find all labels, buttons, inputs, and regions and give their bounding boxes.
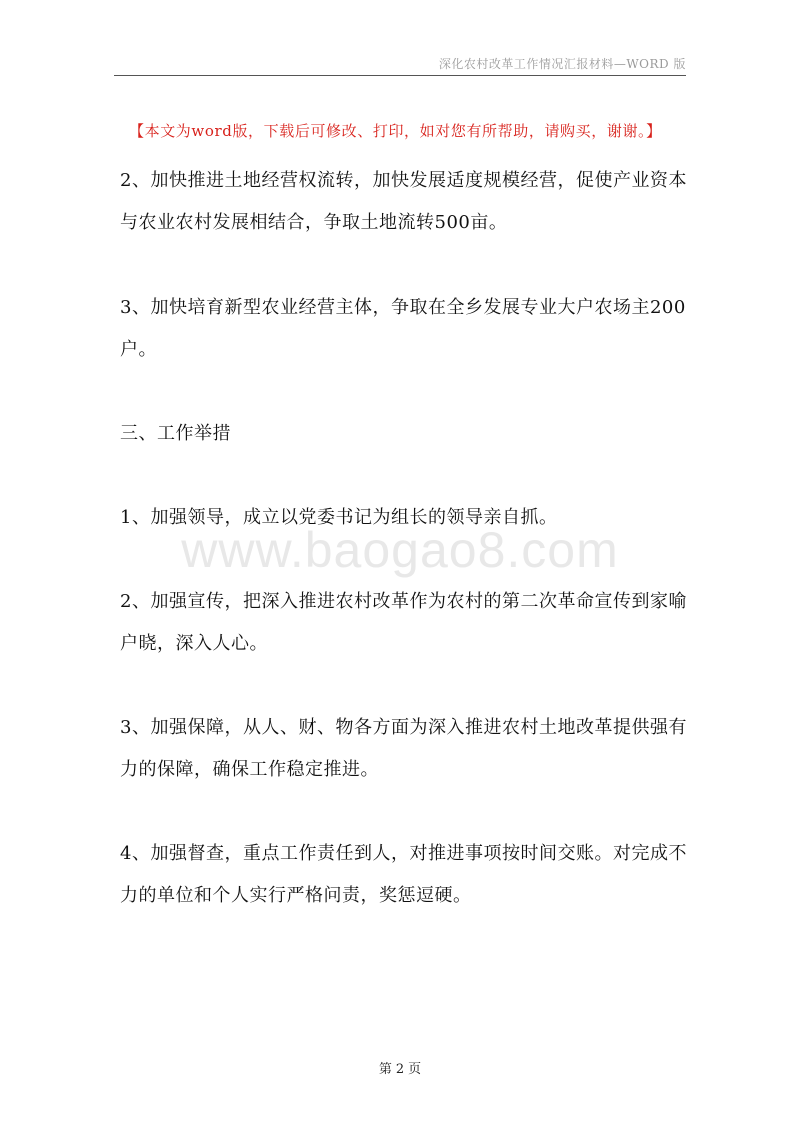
paragraph-leadership: 1、加强领导，成立以党委书记为组长的领导亲自抓。	[120, 507, 558, 528]
header-rule	[114, 75, 686, 76]
watermark: www.baogao8.com	[181, 522, 619, 578]
paragraph-publicity: 2、加强宣传，把深入推进农村改革作为农村的第二次革命宣传到家喻户晓，深入人心。	[120, 591, 687, 654]
page-footer	[0, 1058, 800, 1077]
section-heading-measures: 三、工作举措	[120, 423, 231, 444]
footer-prefix: 第	[378, 1062, 392, 1077]
running-header: 深化农村改革工作情况汇报材料—WORD 版	[438, 57, 686, 71]
footer-suffix: 页	[408, 1062, 422, 1077]
paragraph-guarantee: 3、加强保障，从人、财、物各方面为深入推进农村土地改革提供强有力的保障，确保工作稳定推进。	[120, 717, 687, 780]
paragraph-new-entities: 3、加快培育新型农业经营主体，争取在全乡发展专业大户农场主200户。	[120, 297, 686, 360]
paragraph-supervision: 4、加强督查，重点工作责任到人，对推进事项按时间交账。对完成不力的单位和个人实行严格问责，奖惩逗硬。	[120, 843, 687, 906]
purchase-notice: 【本文为word版，下载后可修改、打印，如对您有所帮助，请购买，谢谢。】	[129, 122, 662, 140]
paragraph-land-transfer: 2、加快推进土地经营权流转，加快发展适度规模经营，促使产业资本与农业农村发展相结合，争取土地流转500亩。	[120, 170, 687, 233]
page-number: 2	[395, 1062, 405, 1077]
